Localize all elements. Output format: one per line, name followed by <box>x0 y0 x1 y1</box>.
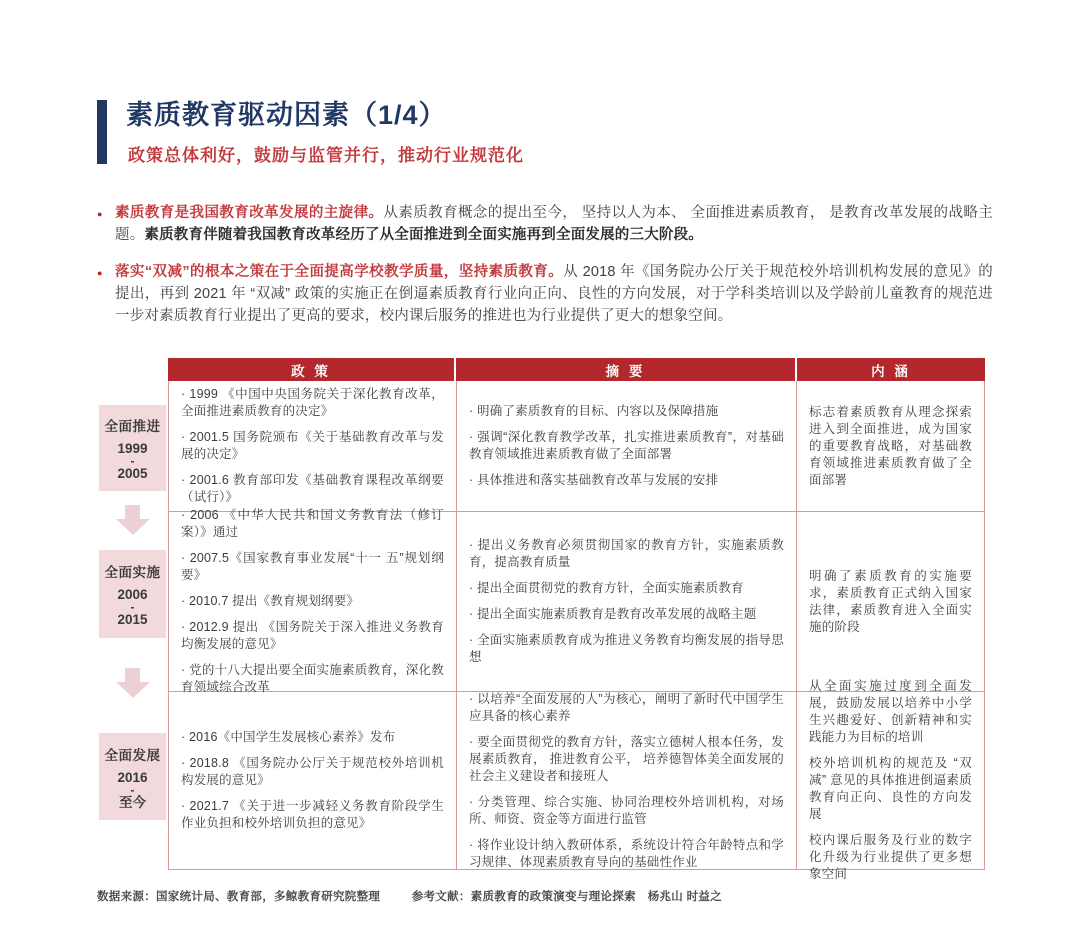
summary-item: · 提出全面实施素质教育是教育改革发展的战略主题 <box>469 607 757 621</box>
key-points <box>97 202 993 342</box>
page-title: 素质教育驱动因素（1/4） <box>126 100 447 130</box>
key-point-lead: 素质教育是我国教育改革发展的主旋律。 <box>115 205 384 221</box>
key-point-text <box>115 261 993 327</box>
arrow-down-icon <box>99 505 166 535</box>
table-body <box>168 381 985 881</box>
policy-item: · 2018.8 《国务院办公厅关于规范校外培训机构发展的意见》 <box>181 756 444 787</box>
table-row <box>169 381 984 511</box>
summary-item: · 以培养“全面发展的人”为核心，阐明了新时代中国学生应具备的核心素养 <box>469 691 784 723</box>
key-point-emphasis: 素质教育伴随着我国教育改革经历了从全面推进到全面实施再到全面发展的三大阶段。 <box>144 227 704 243</box>
column-header-connotation: 内 涵 <box>797 358 985 381</box>
summary-item: · 具体推进和落实基础教育改革与发展的安排 <box>469 473 719 487</box>
policy-item: · 1999 《中国中央国务院关于深化教育改革，全面推进素质教育的决定》 <box>181 387 444 418</box>
arrow-down-icon <box>99 668 166 698</box>
policy-item: · 2006 《中华人民共和国义务教育法（修订案）》通过 <box>181 508 444 539</box>
policy-item: · 2010.7 提出《教育规划纲要》 <box>181 594 360 608</box>
key-point-text <box>115 202 993 246</box>
connotation-cell <box>796 679 984 881</box>
connotation-cell <box>796 512 984 691</box>
policy-item: · 2007.5《国家教育事业发展“十一 五”规划纲要》 <box>181 551 444 582</box>
stage-year-to: 2015 <box>117 612 148 627</box>
summary-cell <box>456 692 796 869</box>
policy-item: · 2021.7 《关于进一步减轻义务教育阶段学生作业负担和校外培训负担的意见》 <box>181 799 444 830</box>
stage-year-to: 2005 <box>117 466 148 481</box>
data-source-text: 数据来源：国家统计局、教育部，多鲸教育研究院整理 <box>97 891 381 903</box>
key-point-2 <box>97 261 993 327</box>
bullet-dot-icon: ● <box>97 268 103 278</box>
stage-year-to: 至今 <box>119 794 146 810</box>
connotation-text: 校外培训机构的规范及 “双减” 意见的具体推进倒逼素质教育向正向、良性的方向发展 <box>809 756 972 821</box>
stage-box-advance <box>99 405 166 491</box>
summary-item: · 要全面贯彻党的教育方针，落实立德树人根本任务，发展素质教育， 推进教育公平， 培养德智体美全面发展的社会主义建设者和接班人 <box>469 734 784 783</box>
policy-item: · 2001.6 教育部印发《基础教育课程改革纲要（试行）》 <box>181 473 444 504</box>
stage-name: 全面推进 <box>104 419 161 434</box>
table-row <box>169 508 984 694</box>
table-row <box>169 679 984 881</box>
stage-year-from: 2006 <box>117 587 148 602</box>
connotation-text: 标志着素质教育从理念探索进入到全面推进，成为国家的重要教育战略，对基础教育领域推进素质教育做了全面部署 <box>809 404 972 487</box>
footer-note <box>97 888 722 904</box>
summary-item: · 全面实施素质教育成为推进义务教育均衡发展的指导思想 <box>469 633 784 664</box>
summary-item: · 强调“深化教育教学改革，扎实推进素质教育”，对基础教育领域推进素质教育做了全面部署 <box>469 430 784 461</box>
title-accent-bar <box>97 100 107 164</box>
summary-item: · 提出全面贯彻党的教育方针，全面实施素质教育 <box>469 581 744 595</box>
stage-name: 全面实施 <box>104 565 161 580</box>
reference-text: 参考文献：素质教育的政策演变与理论探索 杨兆山 时益之 <box>411 891 722 903</box>
summary-cell <box>456 512 796 691</box>
summary-cell <box>456 381 796 511</box>
policy-cell <box>169 692 456 869</box>
policy-cell <box>169 508 456 694</box>
table-header-row <box>168 358 985 381</box>
stage-dash: - <box>130 454 135 468</box>
key-point-1 <box>97 202 993 246</box>
key-point-body: 从素质教育概念的提出至今， 坚持以人为本、 全面推进素质教育， 是教育改革发展的战略主题。 <box>115 205 993 243</box>
policy-item: · 2012.9 提出 《国务院关于深入推进义务教育均衡发展的意见》 <box>181 620 444 651</box>
policy-table <box>168 358 985 881</box>
key-point-lead: 落实“双减”的根本之策在于全面提高学校教学质量，坚持素质教育。 <box>115 264 564 280</box>
stage-box-implement <box>99 550 166 638</box>
policy-item: · 2001.5 国务院颁布《关于基础教育改革与发展的决定》 <box>181 430 444 461</box>
column-header-summary: 摘 要 <box>456 358 795 381</box>
bullet-dot-icon: ● <box>97 209 103 219</box>
stage-dash: - <box>130 600 135 614</box>
stage-year-from: 1999 <box>117 441 148 456</box>
key-point-body: 从 2018 年《国务院办公厅关于规范校外培训机构发展的意见》的提出，再到 2021 年 “双减” 政策的实施正在倒逼素质教育行业向正向、良性的方向发展，对于学科类培训以及学龄前儿童教育的规范进一步对素质教育行业提出了更高的要求，校内课后服务的推进也为行业提供了更大的想象空间。 <box>115 264 993 324</box>
connotation-text: 明确了素质教育的实施要求，素质教育正式纳入国家法律，素质教育进入全面实施的阶段 <box>809 568 972 634</box>
summary-item: · 将作业设计纳入教研体系，系统设计符合年龄特点和学习规律、体现素质教育导向的基础性作业 <box>469 837 784 869</box>
page-subtitle: 政策总体利好，鼓励与监管并行，推动行业规范化 <box>128 146 524 165</box>
summary-item: · 明确了素质教育的目标、内容以及保障措施 <box>469 404 719 418</box>
column-header-policy: 政 策 <box>168 358 454 381</box>
policy-cell <box>169 381 456 511</box>
stage-dash: - <box>130 782 135 797</box>
summary-item: · 提出义务教育必须贯彻国家的教育方针，实施素质教育，提高教育质量 <box>469 538 784 569</box>
policy-item: · 党的十八大提出要全面实施素质教育，深化教育领域综合改革 <box>181 663 444 694</box>
stage-box-develop <box>99 733 166 820</box>
connotation-text: 校内课后服务及行业的数字化升级为行业提供了更多想象空间 <box>809 833 972 881</box>
connotation-text: 从全面实施过度到全面发展，鼓励发展以培养中小学生兴趣爱好、创新精神和实践能力为目标的培训 <box>809 679 972 744</box>
policy-item: · 2016《中国学生发展核心素养》发布 <box>181 730 396 744</box>
summary-item: · 分类管理、综合实施、协同治理校外培训机构，对场所、师资、资金等方面进行监管 <box>469 794 784 826</box>
connotation-cell <box>796 381 984 511</box>
stage-name: 全面发展 <box>104 747 161 763</box>
stage-year-from: 2016 <box>117 769 148 785</box>
